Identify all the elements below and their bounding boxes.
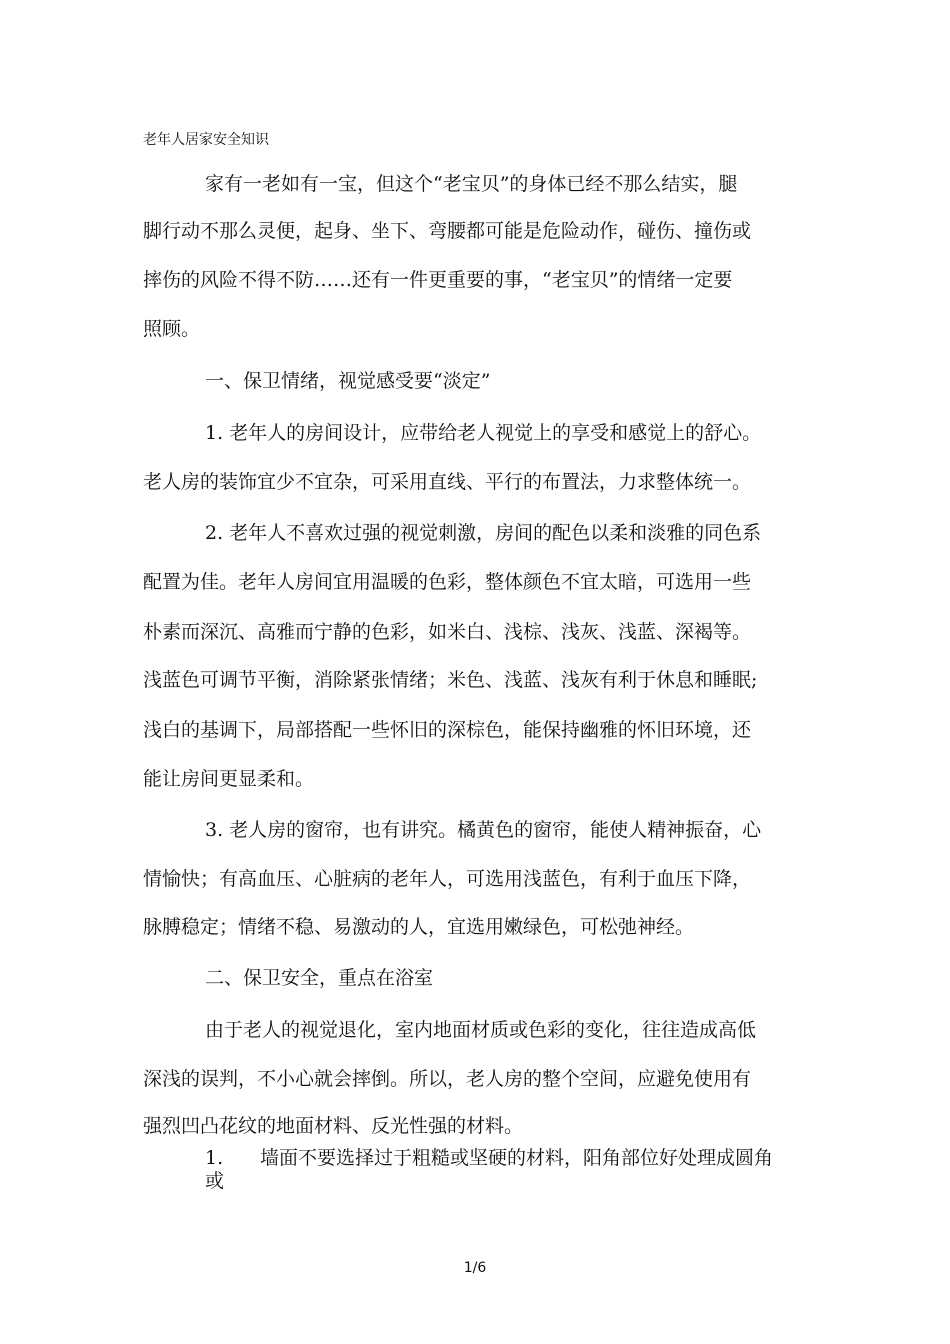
section1-item3-line-3: 脉膊稳定；情绪不稳、易激动的人，宜选用嫩绿色，可松弛神经。	[143, 916, 695, 938]
section2-para-line-3: 强烈凹凸花纹的地面材料、反光性强的材料。	[143, 1115, 524, 1137]
document-title: 老年人居家安全知识	[143, 132, 269, 148]
page-number: 1/6	[463, 1260, 487, 1276]
section2-para-line-1: 由于老人的视觉退化，室内地面材质或色彩的变化，往往造成高低	[205, 1019, 757, 1041]
section1-item2-line-3: 朴素而深沉、高雅而宁静的色彩，如米白、浅棕、浅灰、浅蓝、深褐等。	[143, 621, 752, 643]
section1-item1-line-2: 老人房的装饰宜少不宜杂，可采用直线、平行的布置法，力求整体统一。	[143, 471, 752, 493]
intro-line-3: 摔伤的风险不得不防……还有一件更重要的事，“老宝贝”的情绪一定要	[143, 269, 733, 291]
section1-item2-line-1: 2. 老年人不喜欢过强的视觉刺激，房间的配色以柔和淡雅的同色系	[205, 522, 762, 544]
section1-heading: 一、保卫情绪，视觉感受要“淡定”	[205, 370, 491, 392]
section1-item3-line-2: 情愉快；有高血压、心脏病的老年人，可选用浅蓝色，有利于血压下降，	[143, 868, 752, 890]
section2-heading: 二、保卫安全，重点在浴室	[205, 967, 434, 989]
section1-item2-line-5: 浅白的基调下，局部搭配一些怀旧的深棕色，能保持幽雅的怀旧环境，还	[143, 719, 752, 741]
section1-item1-line-1: 1. 老年人的房间设计，应带给老人视觉上的享受和感觉上的舒心。	[205, 422, 762, 444]
section2-list-text: 墙面不要选择过于粗糙或坚硬的材料，阳角部位好处理成圆角	[260, 1147, 774, 1169]
section2-list-continuation: 或	[205, 1170, 225, 1192]
intro-line-1: 家有一老如有一宝，但这个“老宝贝”的身体已经不那么结实，腿	[205, 173, 738, 195]
section2-para-line-2: 深浅的误判，不小心就会摔倒。所以，老人房的整个空间，应避免使用有	[143, 1068, 752, 1090]
section1-item3-line-1: 3. 老人房的窗帘，也有讲究。橘黄色的窗帘，能使人精神振奋，心	[205, 819, 762, 841]
section1-item2-line-4: 浅蓝色可调节平衡，消除紧张情绪；米色、浅蓝、浅灰有利于休息和睡眠;	[143, 669, 758, 691]
section1-item2-line-6: 能让房间更显柔和。	[143, 768, 315, 790]
section1-item2-line-2: 配置为佳。老年人房间宜用温暖的色彩，整体颜色不宜太暗，可选用一些	[143, 571, 752, 593]
intro-line-2: 脚行动不那么灵便，起身、坐下、弯腰都可能是危险动作，碰伤、撞伤或	[143, 220, 752, 242]
intro-line-4: 照顾。	[143, 318, 201, 340]
section2-list-number: 1.	[205, 1147, 224, 1169]
